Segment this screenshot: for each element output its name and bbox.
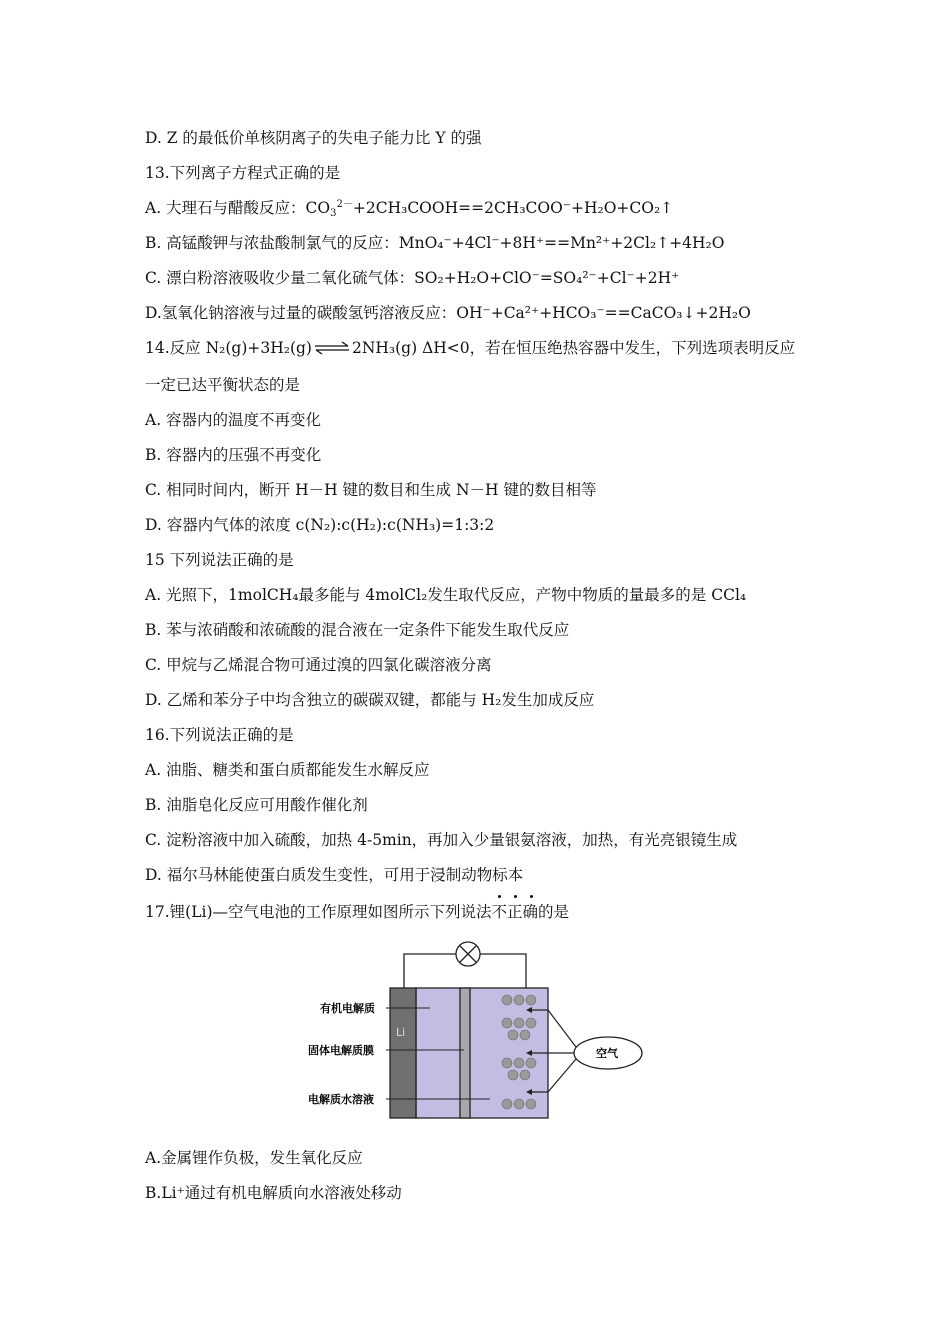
question-14-cont: 一定已达平衡状态的是 (145, 376, 301, 394)
question-16: 16.下列说法正确的是 (145, 726, 294, 744)
option-13a-text: A. 大理石与醋酸反应：CO (145, 199, 331, 217)
question-14-text: 14.反应 N₂(g)+3H₂(g) (145, 339, 312, 357)
option-15a: A. 光照下，1molCH₄最多能与 4molCl₂发生取代反应，产物中物质的量最多的是 CCl₄ (145, 586, 747, 604)
equilibrium-arrow-icon (314, 341, 350, 355)
question-17-text-end: 的是 (538, 903, 570, 921)
question-14-text-end: 2NH₃(g) ΔH<0，若在恒压绝热容器中发生，下列选项表明反应 (351, 339, 796, 357)
option-15c: C. 甲烷与乙烯混合物可通过溴的四氯化碳溶液分离 (145, 656, 492, 674)
label-solid-membrane: 固体电解质膜 (308, 1044, 374, 1057)
option-14a: A. 容器内的温度不再变化 (145, 411, 322, 429)
option-14c: C. 相同时间内，断开 H－H 键的数目和生成 N－H 键的数目相等 (145, 481, 597, 499)
question-17-text: 17.锂(Li)—空气电池的工作原理如图所示下列说法 (145, 903, 492, 921)
question-14 (145, 338, 795, 358)
question-15: 15 下列说法正确的是 (145, 551, 294, 569)
option-13d: D.氢氧化钠溶液与过量的碳酸氢钙溶液反应：OH⁻+Ca²⁺+HCO₃⁻==CaCO₃↓+2H₂O (145, 304, 751, 322)
option-15b: B. 苯与浓硝酸和浓硫酸的混合液在一定条件下能发生取代反应 (145, 621, 570, 639)
option-16a: A. 油脂、糖类和蛋白质都能发生水解反应 (145, 761, 430, 779)
battery-diagram (300, 936, 650, 1121)
option-16b: B. 油脂皂化反应可用酸作催化剂 (145, 796, 368, 814)
option-16d: D. 福尔马林能使蛋白质发生变性，可用于浸制动物标本 (145, 866, 524, 884)
li-label: Li (396, 1026, 406, 1039)
option-16c: C. 淀粉溶液中加入硫酸，加热 4-5min，再加入少量银氨溶液，加热，有光亮银镜生成 (145, 831, 738, 849)
option-14b: B. 容器内的压强不再变化 (145, 446, 322, 464)
option-17a: A.金属锂作负极，发生氧化反应 (145, 1149, 363, 1167)
option-12d: D. Z 的最低价单核阴离子的失电子能力比 Y 的强 (145, 129, 482, 147)
option-13b: B. 高锰酸钾与浓盐酸制氯气的反应：MnO₄⁻+4Cl⁻+8H⁺==Mn²⁺+2Cl₂↑+4H₂O (145, 234, 725, 252)
label-organic-electrolyte: 有机电解质 (320, 1002, 375, 1015)
label-aqueous-electrolyte: 电解质水溶液 (308, 1093, 374, 1106)
option-14d: D. 容器内气体的浓度 c(N₂):c(H₂):c(NH₃)=1:3:2 (145, 516, 495, 534)
lamp-icon (456, 942, 480, 966)
option-15d: D. 乙烯和苯分子中均含独立的碳碳双键，都能与 H₂发生加成反应 (145, 691, 595, 709)
option-17b: B.Li⁺通过有机电解质向水溶液处移动 (145, 1184, 402, 1202)
question-13: 13.下列离子方程式正确的是 (145, 164, 341, 182)
label-air: 空气 (596, 1047, 618, 1060)
question-17 (145, 902, 569, 922)
emphasis-word: 不正确 (491, 903, 539, 921)
option-13c: C. 漂白粉溶液吸收少量二氧化硫气体：SO₂+H₂O+ClO⁻=SO₄²⁻+Cl⁻+2H⁺ (145, 269, 680, 287)
option-13a-text-end: +2CH₃COOH==2CH₃COO⁻+H₂O+CO₂↑ (352, 199, 674, 217)
emphasis-text (492, 903, 539, 921)
option-13a: A. 大理石与醋酸反应：$CO_3^{2-}+2CH_3COOH==2CH_3COO^-+H_2O+CO_2↑$ (145, 199, 674, 219)
